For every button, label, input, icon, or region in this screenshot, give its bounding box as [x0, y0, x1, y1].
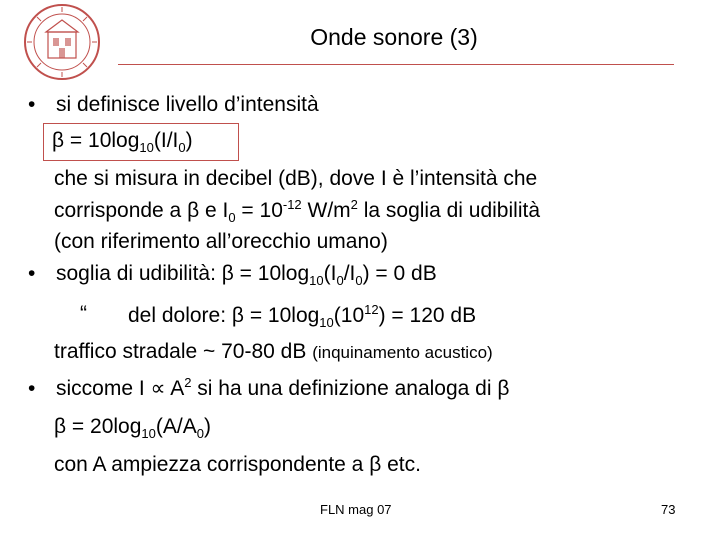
line-3: che si misura in decibel (dB), dove I è l’intensità che	[54, 167, 538, 190]
bullet-3: •	[28, 377, 36, 400]
line-5: (con riferimento all’orecchio umano)	[54, 230, 388, 253]
page-number: 73	[661, 502, 676, 517]
line-6: soglia di udibilità: $\beta = 10\log_{10}(I_0/I_0) = 0$ dB	[56, 262, 437, 289]
line-4: corrisponde a β e $I_0 = 10^{-12}$ $W/m^2$ la soglia di udibilità	[54, 197, 540, 226]
line-7-ditto: “	[80, 302, 87, 325]
slide-title: Onde sonore (3)	[310, 24, 478, 50]
bullet-1: •	[28, 93, 36, 116]
line-10-formula: $\beta = 20\log_{10}(A/A_0)$	[54, 415, 211, 442]
bullet-2: •	[28, 262, 36, 285]
line-9: siccome $I \propto A^2$ si ha una definizione analoga di β	[56, 375, 510, 400]
line-2-formula: $\beta = 10\log_{10}(I/I_0)$	[52, 129, 193, 156]
line-8: traffico stradale ~ 70-80 dB (inquinamento acustico)	[54, 340, 493, 363]
proportional-symbol: ∝	[150, 377, 166, 400]
line-11: con A ampiezza corrispondente a β etc.	[54, 453, 421, 476]
line-7: del dolore: $\beta = 10\log_{10}(10^{12}) = 120$ dB	[128, 302, 477, 331]
footer-label: FLN mag 07	[320, 502, 392, 517]
line-1: si definisce livello d’intensità	[56, 93, 319, 116]
